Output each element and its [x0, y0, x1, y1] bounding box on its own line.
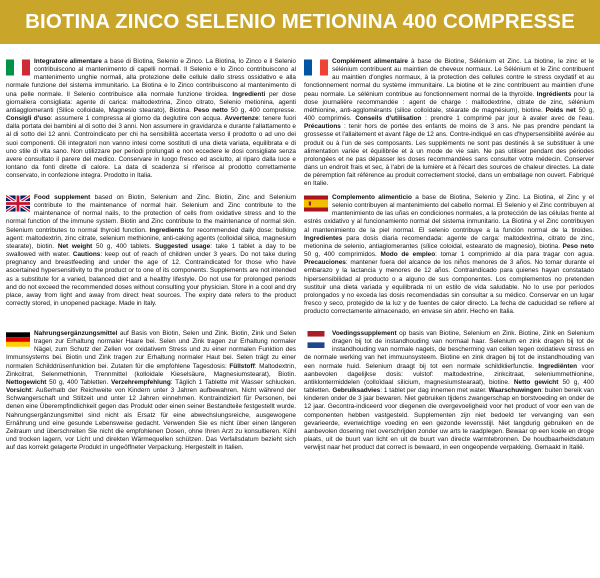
usage-text: : Täglich 1 Tablette mit Wasser schlucken.	[170, 378, 296, 386]
ingredients-label: Füllstoff	[229, 362, 255, 370]
net-weight-text: 50 g, 400 comprimés.	[304, 106, 594, 123]
supplement-label: Complément alimentaire	[332, 58, 408, 65]
spain-flag-icon	[304, 195, 328, 212]
usage-label: Verzehrempfehlung	[111, 378, 171, 386]
netherlands-flag-icon	[304, 331, 328, 348]
supplement-label: Nahrungsergänzungsmittel	[34, 330, 118, 337]
section-french	[304, 58, 594, 187]
ingredients-text: voor aanbevolen dagelijkse dosis: vulstof: maltodextrine, zinkcitraat, seleniummethionine, antiklontermiddelen (colloïdaal silicium, magnesiumstearaat), biotine.	[304, 362, 594, 386]
warnings-text: : mantener fuera del alcance de los niños menores de 3 años. No tomar durante el embarazo y la lactancia y menores de 12 años. Contraindicado para quienes hayan constatado hipersensibilidad al producto o a alguno de sus componentes. Los complementos no pretenden sustituir una dieta variada y equilibrada ni un estilo de vida saludable. No lo use por períodos prolongados y no exceda las dosis recomendadas sin consultar a su médico. Conservar en un lugar fresco y seco, protegido de la luz y de fuentes de calor directo. La fecha de caducidad se refiere al producto correctamente almacenado, en envase sin abrir. Hecho en Italia.	[304, 259, 594, 316]
usage-label: Consigli d'uso	[6, 115, 51, 123]
net-weight-label: Nettogewicht	[6, 378, 47, 386]
net-weight-text: 50 g, 400 compresse.	[227, 106, 296, 114]
italy-flag-icon	[6, 59, 30, 76]
usage-text: : 1 tablet per dag innemen met water.	[380, 387, 489, 395]
supplement-label: Integratore alimentare	[34, 58, 102, 65]
usage-label: Modo de empleo	[380, 251, 436, 259]
section-italian	[6, 58, 296, 187]
usage-label: Suggested usage	[154, 242, 211, 250]
net-weight-text: 50 g, 400 tablets.	[92, 242, 155, 250]
ingredients-label: Ingrédients	[536, 90, 572, 98]
supplement-label: Complemento alimenticio	[332, 194, 412, 201]
usage-text: : tomar 1 comprimido al día para tragar con agua.	[435, 251, 594, 259]
ingredients-text: for recommended daily dose: bulking agent: maltodextrin, zinc citrate, selenium methionine, anti-caking agents (colloidal silica, magnesium stearate), biotin.	[6, 226, 296, 250]
intro-text: based on Biotin, Selenium and Zinc. Biotin, Zinc and Selenium contribute to the maintenance of normal hair. Selenium and Zinc contribute to the maintenance of normal nails, to the protection of cells from oxidative stress and to the normal function of the immune system. Biotin and Zinc contribute to the maintenance of normal skin. Selenium contributes to normal thyroid function.	[6, 194, 296, 234]
warnings-text: : tenere fuori dalla portata dei bambini al di sotto dei 3 anni. Non assumere in gravidanza e durante l'allattamento e al di sotto dei 12 anni. Controindicato per chi ha sensibilità accertata verso il prodotto o ad uno dei suoi componenti. Gli integratori non vanno intesi come sostituti di una dieta variata, equilibrata e di uno stile di vita sano. Non utilizzare per periodi prolungati e non eccedere le dosi consigliate senza avere consultato il parere del medico. Conservare in luogo fresco ed asciutto, al riparo dalla luce e lontano da fonti dirette di calore. La data di scadenza si riferisce al prodotto correttamente conservato, in confezione integra. Prodotto in Italia.	[6, 115, 296, 180]
ingredients-text: para dosis diaria recomendada: agente de carga: maltodextrina, citrato de zinc, metionina de selenio, antiaglomerantes (sílice coloidal, estearato de magnesio), biotina.	[304, 234, 594, 250]
supplement-label: Voedingssupplement	[332, 330, 397, 337]
warnings-label: Vorsicht	[6, 387, 32, 395]
germany-flag-icon	[6, 331, 30, 348]
section-dutch	[304, 330, 594, 578]
ingredients-text: pour la dose journalière recommandée : agent de charge : maltodextrine, citrate de zinc, sélénium méthionine, anti-agglomérants (silice colloïdale, stéarate de magnésium), biotine.	[304, 90, 594, 114]
net-weight-label: Netto gewicht	[513, 378, 559, 386]
net-weight-text: 50 g, 400 Tabletten.	[46, 378, 112, 386]
label-text-grid	[0, 44, 600, 578]
section-english	[6, 194, 296, 323]
intro-text: a base di Biotina, Selenio e Zinco. La Biotina, lo Zinco e il Selenio contribuiscono al mantenimento di capelli normali. Il Selenio e lo Zinco contribuiscono al mantenimento unghie normali, alla protezione delle cellule dallo stress ossidativo e alla normale funzione del sistema immunitario. La Biotina e lo Zinco contribuiscono al mantenimento di una pelle normale. Il Selenio contribuisce alla normale funzione tiroidea.	[6, 58, 296, 98]
net-weight-label: Poids net	[545, 106, 576, 114]
uk-flag-icon	[6, 195, 30, 212]
ingredients-text: : Maltodextrin, Zinkcitrat, Selenmethionin, Trennmittel (kolloidale Kieselsäure, Magnesiumstearat), Biotin.	[6, 362, 296, 378]
ingredients-label: Ingredientes	[304, 234, 343, 242]
usage-text: : assumere 1 compressa al giorno da deglutire con acqua.	[50, 115, 225, 123]
usage-label: Gebruiksadvies	[332, 387, 381, 395]
ingredients-text: per dose giornaliera consigliata: agente di carica: maltodextrina, Zinco citrato, Selenio metionina, agenti antiagglomeranti (Silice colloidale, Magnesio stearato), Biotina.	[6, 90, 296, 114]
ingredients-label: Ingredienti	[232, 90, 266, 98]
ingredients-label: Ingredients	[149, 226, 185, 234]
intro-text: auf Basis von Biotin, Selen und Zink. Biotin, Zink und Selen tragen zur Erhaltung normaler Haare bei. Selen und Zink tragen zur Erhaltung normaler Nägel, zum Schutz der Zellen vor oxidativem Stress und zu einer normalen Funktion des Immunsystems bei. Biotin und Zink tragen zur Erhaltung normaler Haut bei. Selen trägt zu einer normalen Schilddrüsenfunktion bei. Zutaten für die empfohlene Tagesdosis:	[6, 330, 296, 370]
supplement-label: Food supplement	[34, 194, 91, 201]
warnings-text: : buiten bereik van kinderen onder de 3 jaar bewaren. Niet gebruiken tijdens zwangerschap en borstvoeding en onder de 12 jaar. Gecontra-indiceerd voor diegenen die overgevoeligheid voor het product of voor een van de componenten hebben vastgesteld. Supplementen zijn niet bedoeld ter vervanging van een gevarieerde, evenwichtige voeding en een gezonde levensstijl. Niet langdurig gebruiken en de aanbevolen dosering niet overschrijden zonder uw arts te raadplegen. Bewaar op een koele en droge plaats, uit de buurt van licht en uit de buurt van directe warmtebronnen. De houdbaarheidsdatum verwijst naar het product dat correct is bewaard, in een ongeopende verpakking. Gemaakt in Italië.	[304, 387, 594, 452]
section-spanish	[304, 194, 594, 323]
net-weight-label: Peso netto	[193, 106, 228, 114]
france-flag-icon	[304, 59, 328, 76]
warnings-label: Cautions	[72, 251, 101, 259]
warnings-label: Avvertenze	[224, 115, 259, 123]
warnings-text: : tenir hors de portée des enfants de moins de 3 ans. Ne pas prendre pendant la grossesse et l'allaitement et avant l'âge de 12 ans. Contre-indiqué en cas d'hypersensibilité avérée au produit ou à l'un de ses composants. Les suppléments ne sont pas destinés à se substituer à une alimentation variée et équilibrée et à un mode de vie sain. Ne pas utiliser pendant des périodes prolongées et ne pas dépasser les doses recommandées sans consulter votre médecin. Conserver dans un endroit frais et sec, à l'abri de la lumière et à l'écart des sources de chaleur directes. La date de péremption fait référence au produit correctement stocké, dans un emballage non ouvert. Fabriqué en Italie.	[304, 123, 594, 187]
section-german	[6, 330, 296, 578]
net-weight-text: 50 g, 400 comprimidos.	[304, 251, 381, 259]
warnings-label: Waarschuwingen	[488, 387, 542, 395]
net-weight-label: Peso neto	[562, 242, 594, 250]
net-weight-text: 50 g, 400 tabletten.	[304, 378, 594, 395]
warnings-label: Précautions	[304, 123, 341, 131]
net-weight-label: Net weight	[57, 242, 93, 250]
usage-label: Conseils d'utilisation	[355, 115, 422, 123]
intro-text: a base de Biotina, Selenio y Zinc. La Biotina, el Zinc y el selenio contribuyen al mantenimiento del cabello normal. El Selenio y el Zinc contribuyen al mantenimiento de las uñas en condiciones normales, a la protección de las células frente al estrés oxidativo y al funcionamiento normal del sistema inmunitario. La Biotina y el Zinc contribuyen al mantenimiento de la piel normal. El selenio contribuye a la función normal de la tiroides.	[304, 194, 594, 234]
page-title: BIOTINA ZINCO SELENIO METIONINA 400 COMPRESSE	[25, 10, 575, 33]
title-banner	[0, 0, 600, 44]
warnings-text: : keep out of reach of children under 3 years. Do not take during pregnancy and breastfeeding and under the age of 12. Contraindicated for those who have ascertained hypersensitivity to the product or to one of its components. Supplements are not intended as a substitute for a varied, balanced diet and a healthy lifestyle. Do not use for prolonged periods and do not exceed the recommended doses without consulting your physician. Store in a cool and dry place, away from light and away from direct heat sources. The expiry date refers to the product correctly stored, in unopened package. Made in Italy.	[6, 251, 296, 308]
intro-text: op basis van Biotine, Selenium en Zink. Biotine, Zink en Selenium dragen bij tot de instandhouding van normaal haar. Selenium en zink dragen bij tot de instandhouding van normale nagels, de bescherming van cellen tegen oxidatieve stress en de normale werking van het immuunsysteem. Biotine en zink dragen bij tot de instandhouding van een normale huid. Selenium draagt bij tot een normale schildklierfunctie.	[304, 330, 594, 370]
ingredients-label: Ingrediënten	[538, 362, 578, 370]
usage-text: : take 1 tablet a day to be swallowed with water.	[6, 242, 296, 259]
usage-text: : prendre 1 comprimé par jour à avaler avec de l'eau.	[421, 115, 594, 123]
warnings-label: Precauciones	[304, 259, 346, 267]
warnings-text: : Außerhalb der Reichweite von Kindern unter 3 Jahren aufbewahren. Nicht während der Schwangerschaft und Stillzeit und unter 12 Jahren einnehmen. Kontraindiziert für Personen, bei denen eine Überempfindlichkeit gegen das Produkt oder einen seiner Bestandteile festgestellt wurde. Nahrungsergänzungsmittel sind nicht als Ersatz für eine abwechslungsreiche, ausgewogene Ernährung und eine gesunde Lebensweise gedacht. Verwenden Sie es nicht über einen längeren Zeitraum und überschreiten Sie nicht die empfohlenen Dosen, ohne Ihren Arzt zu konsultieren. Kühl und trocken lagern, vor Licht und direkten Wärmequellen schützen. Das Verfallsdatum bezieht sich auf das korrekt gelagerte Produkt in ungeöffneter Verpackung. Hergestellt in Italien.	[6, 387, 296, 452]
intro-text: à base de Biotine, Sélénium et Zinc. La biotine, le zinc et le sélénium contribuent au maintien de cheveux normaux. Le Sélénium et le Zinc contribuent au maintien d'ongles normaux, à la protection des cellules contre le stress oxydatif et au fonctionnement normal du système immunitaire. La biotine et le zinc contribuent au maintien d'une peau normale. Le sélénium contribue au fonctionnement normal de la thyroïde.	[304, 58, 594, 98]
